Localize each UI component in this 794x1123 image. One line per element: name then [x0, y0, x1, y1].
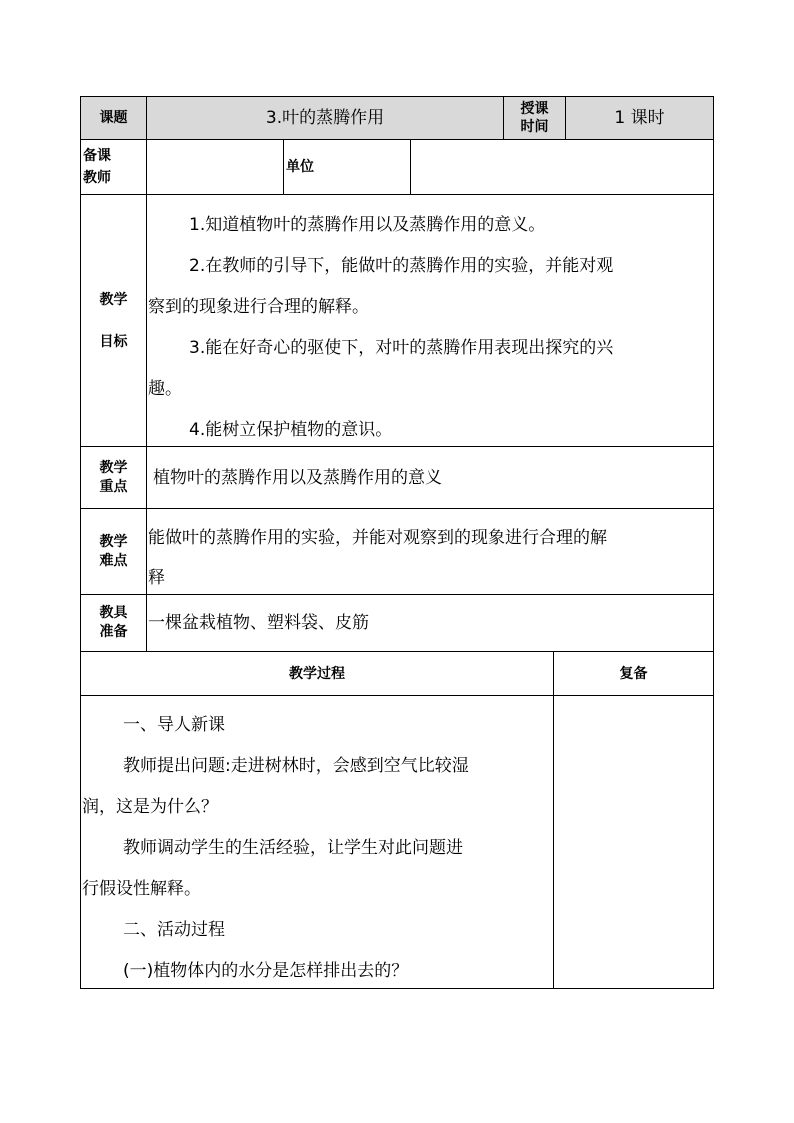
process-content	[80, 695, 554, 989]
process-line-5: 行假设性解释。	[82, 879, 201, 899]
unit-label-text: 单位	[286, 159, 314, 175]
teacher-label	[80, 139, 147, 195]
tools-label-line-2: 准备	[99, 624, 128, 640]
time-label	[503, 96, 566, 140]
objective-line-1: 1.知道植物叶的蒸腾作用以及蒸腾作用的意义。	[189, 215, 546, 235]
objectives-content	[146, 194, 714, 447]
key-points-label-line-1: 教学	[99, 459, 128, 476]
process-line-3: 润，这是为什么？	[82, 797, 218, 817]
difficulties-label-line-2: 难点	[99, 552, 128, 569]
topic-label-text: 课题	[99, 110, 128, 126]
time-label-line-2: 时间	[520, 119, 549, 135]
key-points-label	[80, 446, 147, 509]
topic-value-text: 3.叶的蒸腾作用	[265, 108, 385, 128]
difficulties-line-2: 释	[148, 568, 165, 588]
tools-text: 一棵盆栽植物、塑料袋、皮筋	[148, 613, 369, 633]
process-header-text: 教学过程	[289, 665, 345, 682]
difficulties-line-1: 能做叶的蒸腾作用的实验，并能对观察到的现象进行合理的解	[148, 528, 607, 548]
process-line-4: 教师调动学生的生活经验，让学生对此问题进	[123, 838, 463, 858]
process-line-1: 一、导人新课	[123, 715, 225, 735]
unit-value[interactable]	[410, 139, 714, 195]
objective-line-2: 2.在教师的引导下，能做叶的蒸腾作用的实验，并能对观	[189, 256, 614, 276]
objectives-label	[80, 194, 147, 447]
tools-label-line-1: 教具	[99, 605, 128, 621]
time-value-text: 1 课时	[614, 108, 665, 128]
teacher-label-line-2: 教师	[83, 170, 111, 186]
teacher-value[interactable]	[146, 139, 284, 195]
key-points-label-line-2: 重点	[99, 478, 128, 495]
teacher-label-line-1: 备课	[83, 148, 111, 164]
process-line-2: 教师提出问题:走进树林时，会感到空气比较湿	[123, 756, 469, 776]
process-header	[80, 651, 554, 696]
review-header	[553, 651, 714, 696]
difficulties-label-line-1: 教学	[99, 533, 128, 550]
objectives-label-line-1: 教学	[99, 291, 128, 308]
process-line-7: (一)植物体内的水分是怎样排出去的？	[123, 961, 409, 981]
objective-line-3: 察到的现象进行合理的解释。	[148, 297, 369, 317]
objective-line-5: 趣。	[148, 379, 182, 399]
time-label-line-1: 授课	[520, 101, 549, 117]
topic-value	[146, 96, 504, 140]
unit-label	[283, 139, 411, 195]
review-content[interactable]	[553, 695, 714, 989]
tools-value	[146, 594, 714, 652]
objective-line-4: 3.能在好奇心的驱使下，对叶的蒸腾作用表现出探究的兴	[189, 338, 614, 358]
difficulties-label	[80, 508, 147, 595]
objective-line-6: 4.能树立保护植物的意识。	[189, 420, 393, 440]
tools-label	[80, 594, 147, 652]
difficulties-value	[146, 508, 714, 595]
review-header-text: 复备	[619, 665, 648, 682]
objectives-label-line-2: 目标	[99, 333, 128, 350]
key-points-value	[146, 446, 714, 509]
key-points-text: 植物叶的蒸腾作用以及蒸腾作用的意义	[153, 467, 442, 488]
process-line-6: 二、活动过程	[123, 920, 225, 940]
time-value	[565, 96, 714, 140]
topic-label	[80, 96, 147, 140]
